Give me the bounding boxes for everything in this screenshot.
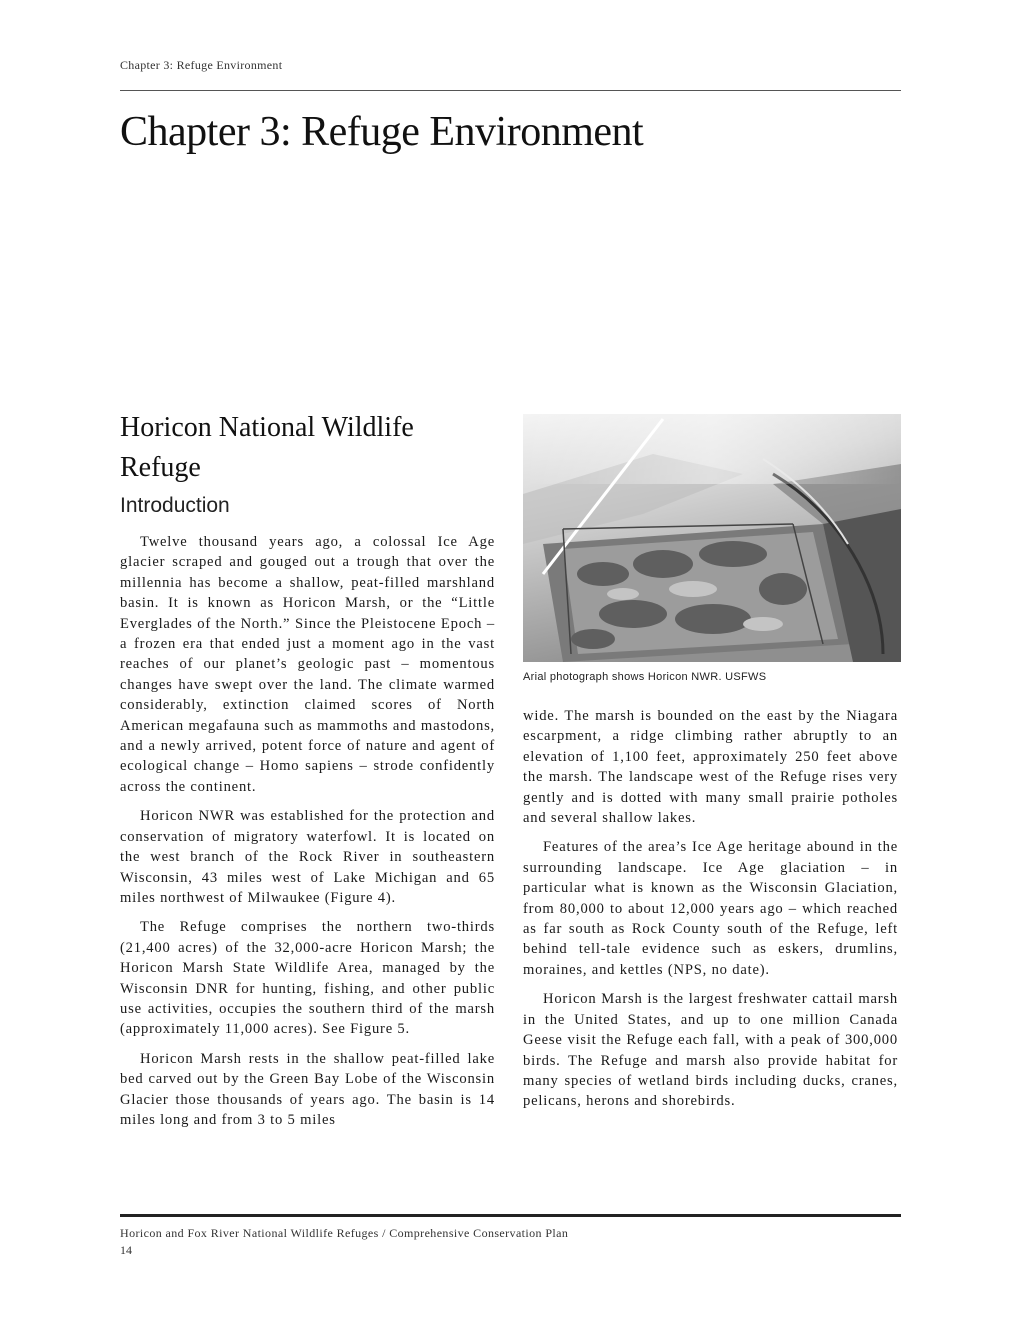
marsh-basin-paragraph: Horicon Marsh rests in the shallow peat-filled lake bed carved out by the Green Bay Lobe of the Wisconsin Glacier those thousands of years ago. The basin is 14 miles long and from 3 to 5 miles — [120, 1050, 495, 1128]
chapter-title: Chapter 3: Refuge Environment — [120, 109, 644, 155]
cattail-marsh-paragraph: Horicon Marsh is the largest freshwater cattail marsh in the United States, and up to one million Canada Geese visit the Refuge each fall, with a peak of 300,000 birds. The Refuge and marsh also provide habitat for many species of wetland birds including ducks, cranes, pelicans, herons and shorebirds. — [523, 991, 898, 1110]
photo-caption: Arial photograph shows Horicon NWR. USFWS — [523, 671, 767, 683]
right-text-column — [523, 706, 898, 1121]
ice-age-paragraph: Features of the area’s Ice Age heritage abound in the surrounding landscape. Ice Age glaciation – in particular what is known as the Wisconsin Glaciation, from 80,000 to about 12,000 years ago – which reached as far south as Rock County south of the Refuge, left behind tell-tale evidence such as eskers, drumlins, moraines, and kettles (NPS, no date). — [523, 839, 898, 978]
introduction-subheading: Introduction — [120, 494, 230, 517]
establishment-paragraph: Horicon NWR was established for the protection and conservation of migratory waterfowl. It is located on the west branch of the Rock River in southeastern Wisconsin, 43 miles west of Lake Michigan and 65 miles northwest of Milwaukee (Figure 4). — [120, 808, 495, 906]
marsh-bounds-paragraph: wide. The marsh is bounded on the east by the Niagara escarpment, a ridge climbing rather abruptly to an elevation of 1,100 feet, approximately 250 feet above the marsh. The landscape west of the Refuge rises very gently and is dotted with many small prairie potholes and several shallow lakes. — [523, 708, 898, 827]
page-number: 14 — [120, 1243, 132, 1257]
aerial-photograph — [523, 414, 901, 662]
header-rule — [120, 90, 901, 91]
refuge-extent-paragraph: The Refuge comprises the northern two-thirds (21,400 acres) of the 32,000-acre Horicon Marsh; the Horicon Marsh State Wildlife Area, managed by the Wisconsin DNR for hunting, fishing, and other public use activities, occupies the southern third of the marsh (approximately 11,000 acres). See Figure 5. — [120, 919, 495, 1038]
footer-title: Horicon and Fox River National Wildlife Refuges / Comprehensive Conservation Plan — [120, 1226, 569, 1240]
intro-paragraph: Twelve thousand years ago, a colossal Ice Age glacier scraped and gouged out a trough that over the millennia has become a shallow, peat-filled marshland basin. It is known as Horicon Marsh, or the “Little Everglades of the North.” Since the Pleistocene Epoch – a frozen era that ended just a moment ago in the vast reaches of our planet’s geologic past – momentous changes have swept over the land. The climate warmed considerably, extinction claimed scores of North American megafauna such as mammoths and mastodons, and a newly arrived, potent force of nature and agent of ecological change – Homo sapiens – strode confidently across the continent. — [120, 534, 495, 795]
left-text-column — [120, 532, 495, 1139]
running-head: Chapter 3: Refuge Environment — [120, 58, 283, 72]
footer-rule — [120, 1214, 901, 1217]
section-heading: Horicon National Wildlife Refuge — [120, 412, 414, 483]
